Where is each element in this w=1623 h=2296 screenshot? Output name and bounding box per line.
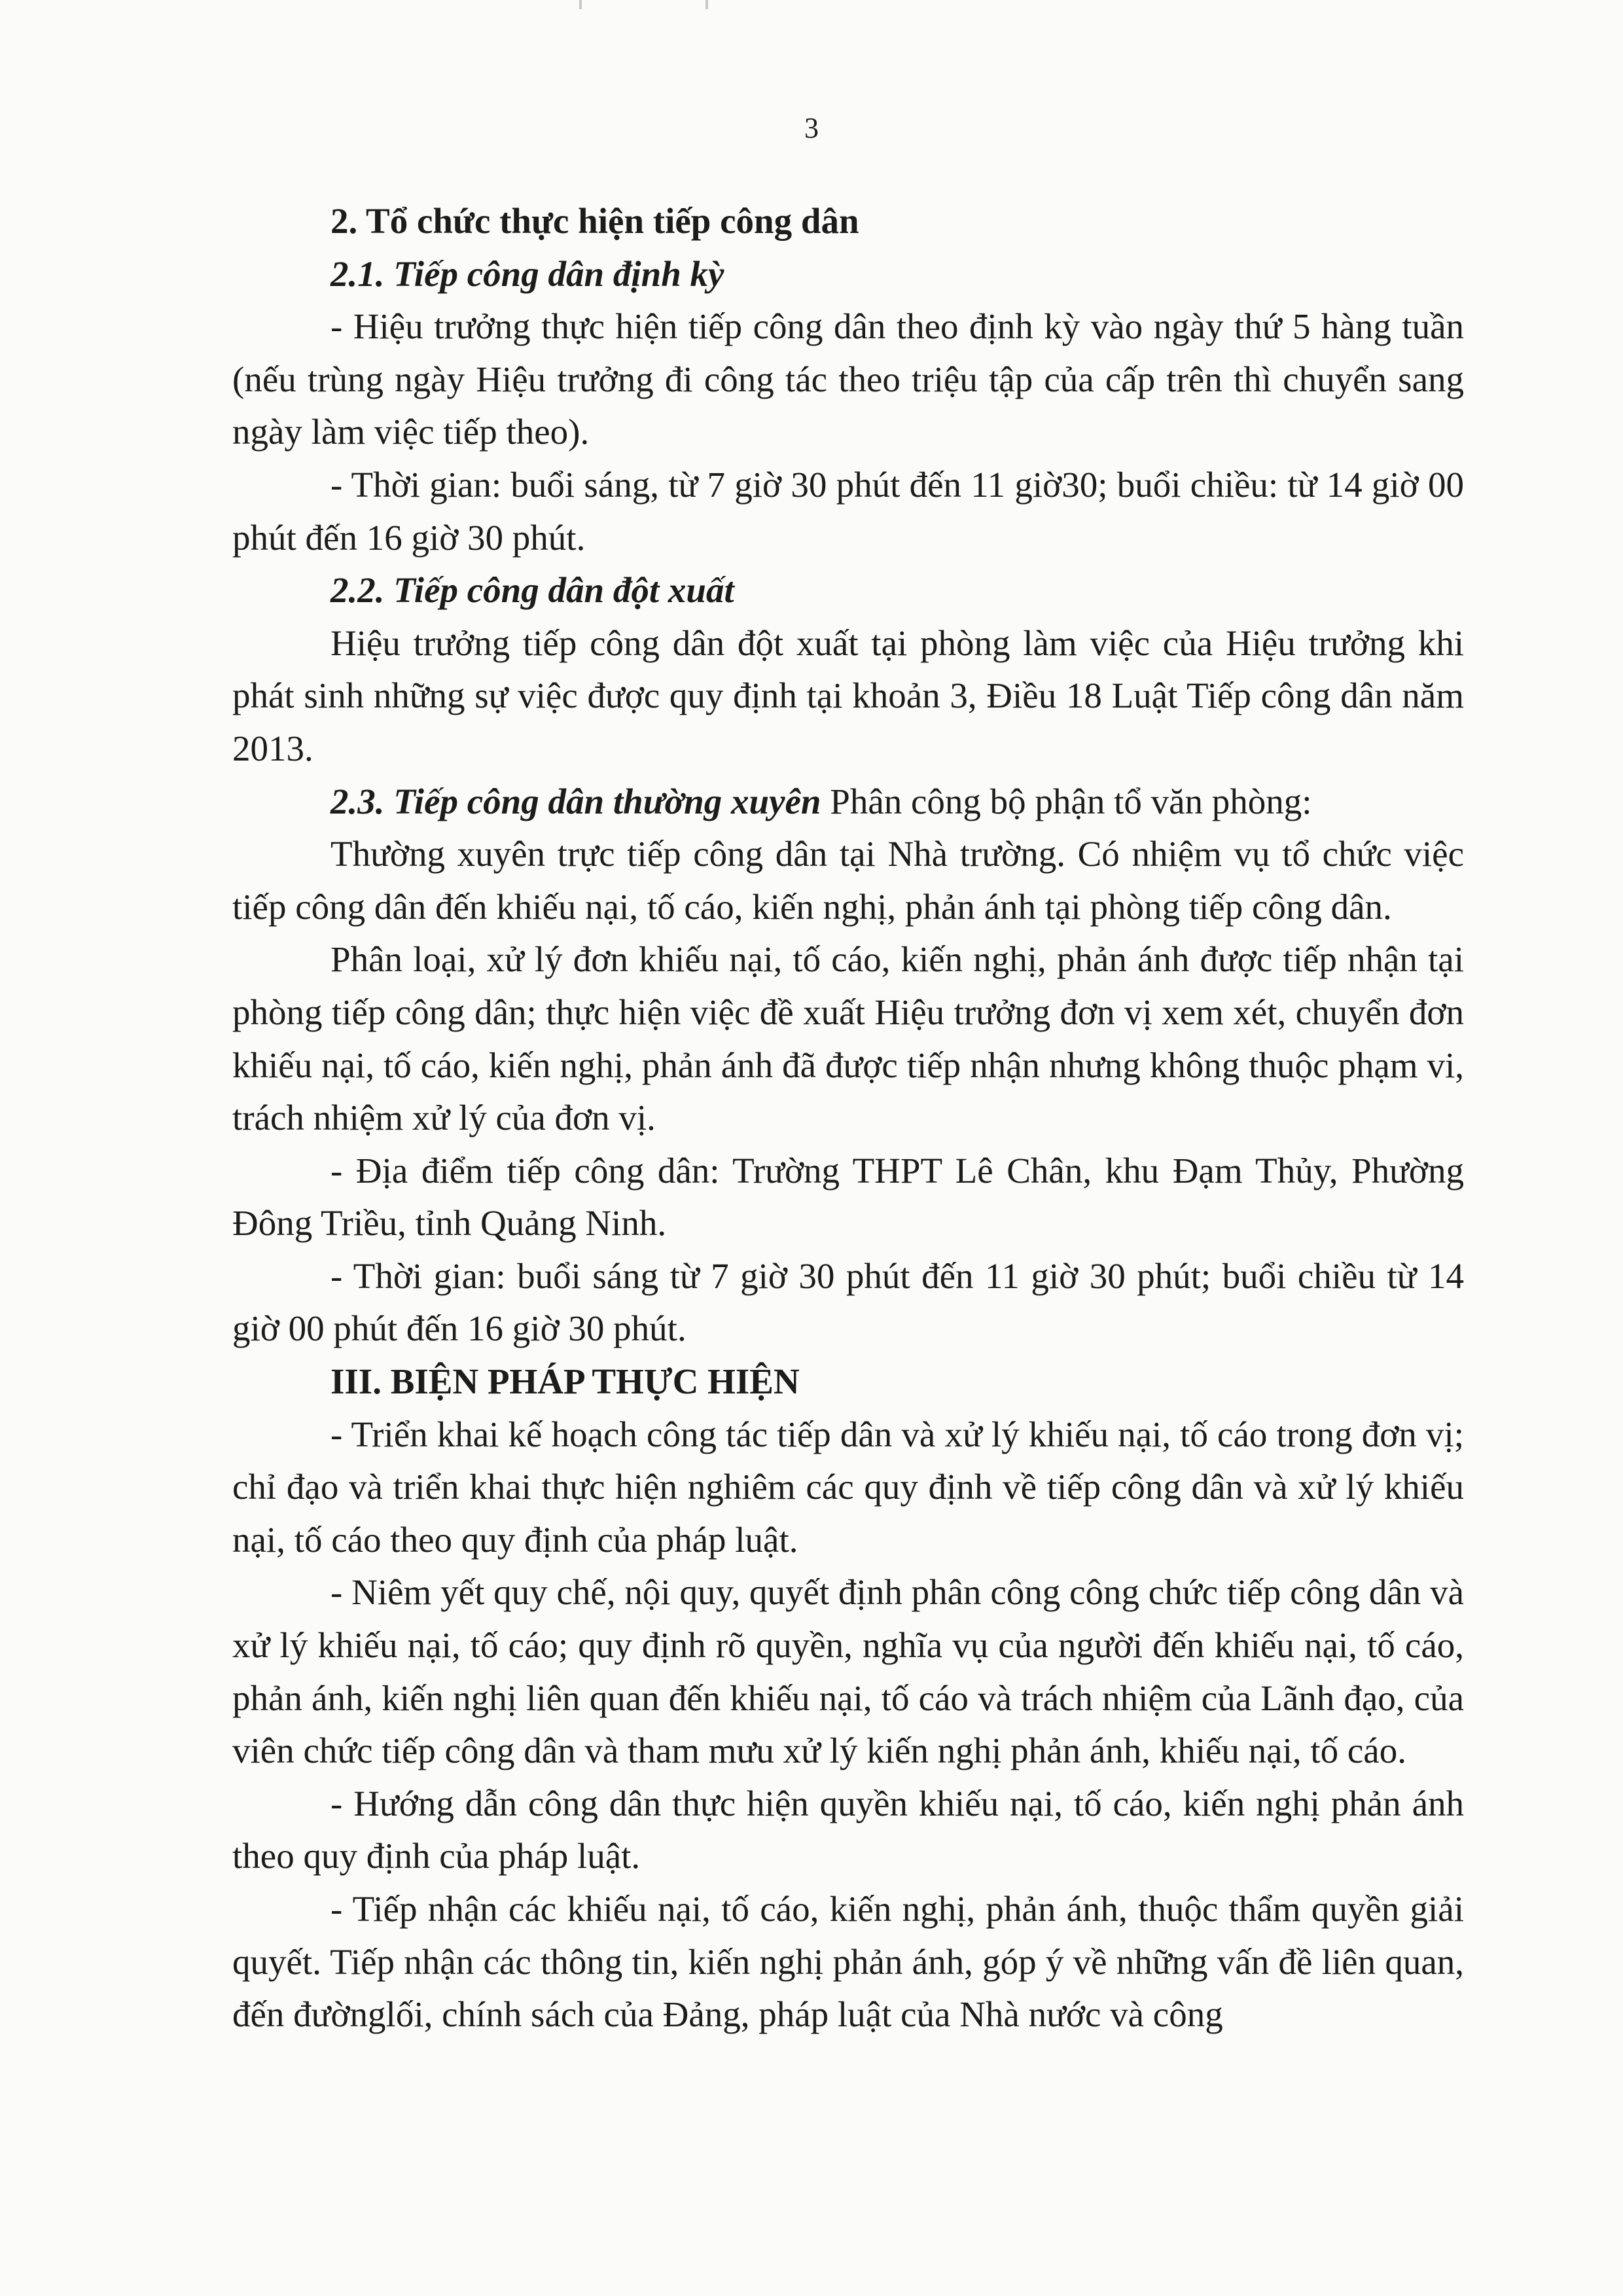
paragraph: - Địa điểm tiếp công dân: Trường THPT Lê Chân, khu Đạm Thủy, Phường Đông Triều, tỉnh Quảng Ninh.: [232, 1150, 1464, 1244]
paragraph: - Hướng dẫn công dân thực hiện quyền khiếu nại, tố cáo, kiến nghị phản ánh theo quy định của pháp luật.: [232, 1783, 1464, 1876]
page-number: 3: [804, 112, 819, 144]
section-2-3-heading-line: [232, 776, 1464, 829]
document-body: [232, 195, 1464, 2041]
section-2-heading: 2. Tổ chức thực hiện tiếp công dân: [330, 201, 859, 241]
paragraph: - Thời gian: buổi sáng, từ 7 giờ 30 phút đến 11 giờ30; buổi chiều: từ 14 giờ 00 phút đến 16 giờ 30 phút.: [232, 464, 1464, 558]
section-2-2-heading: 2.2. Tiếp công dân đột xuất: [330, 570, 734, 611]
paragraph: - Tiếp nhận các khiếu nại, tố cáo, kiến nghị, phản ánh, thuộc thẩm quyền giải quyết. Tiếp nhận các thông tin, kiến nghị phản ánh, góp ý về những vấn đề liên quan, đến đườnglối, chính sách của Đảng, pháp luật của Nhà nước và công: [232, 1889, 1464, 2035]
scan-speck: [579, 0, 582, 9]
paragraph: Thường xuyên trực tiếp công dân tại Nhà trường. Có nhiệm vụ tổ chức việc tiếp công dân đến khiếu nại, tố cáo, kiến nghị, phản ánh tại phòng tiếp công dân.: [232, 834, 1464, 927]
paragraph: - Thời gian: buổi sáng từ 7 giờ 30 phút đến 11 giờ 30 phút; buổi chiều từ 14 giờ 00 phút đến 16 giờ 30 phút.: [232, 1255, 1464, 1349]
paragraph: Phân loại, xử lý đơn khiếu nại, tố cáo, kiến nghị, phản ánh được tiếp nhận tại phòng tiếp công dân; thực hiện việc đề xuất Hiệu trưởng đơn vị xem xét, chuyển đơn khiếu nại, tố cáo, kiến nghị, phản ánh đã được tiếp nhận nhưng không thuộc phạm vi, trách nhiệm xử lý của đơn vị.: [232, 939, 1464, 1138]
scan-speck: [705, 0, 708, 9]
paragraph: - Niêm yết quy chế, nội quy, quyết định phân công công chức tiếp công dân và xử lý khiếu nại, tố cáo; quy định rõ quyền, nghĩa vụ của người đến khiếu nại, tố cáo, phản ánh, kiến nghị liên quan đến khiếu nại, tố cáo và trách nhiệm của Lãnh đạo, của viên chức tiếp công dân và tham mưu xử lý kiến nghị phản ánh, khiếu nại, tố cáo.: [232, 1572, 1464, 1771]
section-2-3-heading: 2.3. Tiếp công dân thường xuyên: [330, 781, 821, 821]
section-2-3-lead-text: Phân công bộ phận tổ văn phòng:: [830, 781, 1312, 821]
section-3-heading: III. BIỆN PHÁP THỰC HIỆN: [330, 1361, 800, 1402]
paragraph: - Hiệu trưởng thực hiện tiếp công dân theo định kỳ vào ngày thứ 5 hàng tuần (nếu trùng ngày Hiệu trưởng đi công tác theo triệu tập của cấp trên thì chuyển sang ngày làm việc tiếp theo).: [232, 306, 1464, 452]
section-2-1-heading: 2.1. Tiếp công dân định kỳ: [330, 253, 724, 294]
paragraph: - Triển khai kế hoạch công tác tiếp dân và xử lý khiếu nại, tố cáo trong đơn vị; chỉ đạo và triển khai thực hiện nghiêm các quy định về tiếp công dân và xử lý khiếu nại, tố cáo theo quy định của pháp luật.: [232, 1414, 1464, 1560]
paragraph: Hiệu trưởng tiếp công dân đột xuất tại phòng làm việc của Hiệu trưởng khi phát sinh những sự việc được quy định tại khoản 3, Điều 18 Luật Tiếp công dân năm 2013.: [232, 622, 1464, 768]
